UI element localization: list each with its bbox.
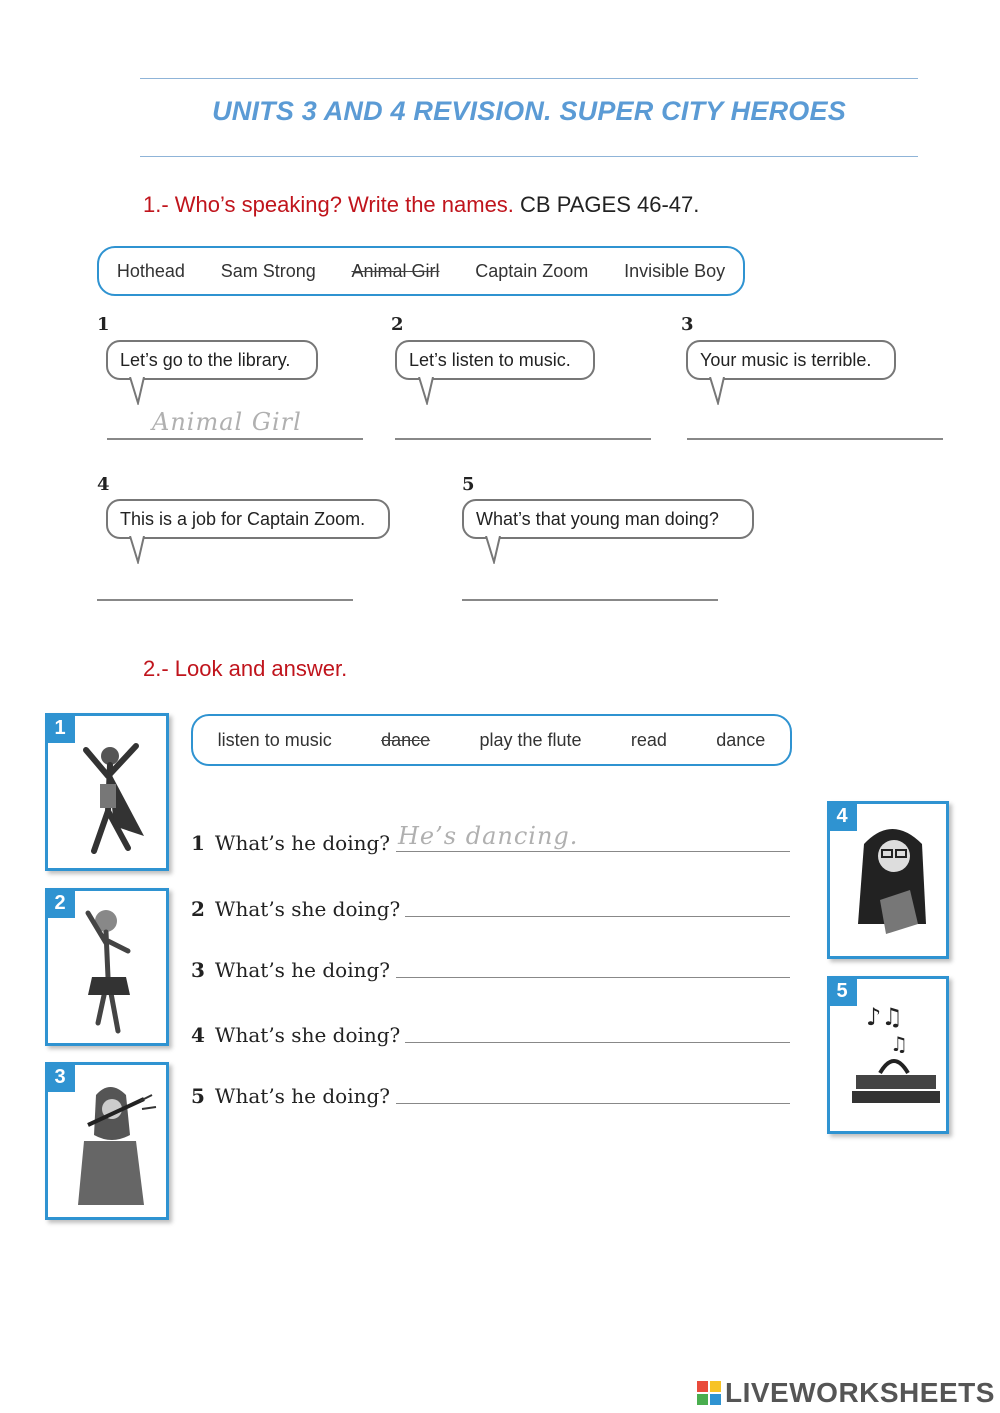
answer-example: Animal Girl (152, 408, 302, 436)
item-number: 5 (462, 474, 475, 495)
answer-line-2[interactable] (395, 438, 651, 440)
liveworksheets-brand: LIVEWORKSHEETS (725, 1377, 995, 1408)
liveworksheets-logo (697, 1377, 995, 1409)
question-row (191, 1084, 390, 1108)
speech-bubble (106, 499, 390, 539)
word-option: Sam Strong (220, 260, 316, 281)
item-number: 1 (97, 314, 110, 335)
svg-text:♫: ♫ (890, 1032, 908, 1056)
question-text: What’s he doing? (214, 958, 391, 982)
speech-bubble-text: Let’s go to the library. (120, 349, 291, 370)
word-option-used: dance (381, 729, 431, 750)
word-option: Hothead (116, 260, 185, 281)
section1-heading (143, 192, 699, 218)
speech-bubble (395, 340, 595, 380)
speech-bubble-text: Let’s listen to music. (409, 349, 571, 370)
section1-word-box (97, 246, 745, 296)
section2-word-box (191, 714, 792, 766)
picture-frame-4 (827, 801, 949, 959)
question-number: 1 (191, 831, 205, 855)
svg-text:♪♫: ♪♫ (866, 1003, 903, 1031)
answer-line-3[interactable] (687, 438, 943, 440)
question-number: 4 (191, 1023, 205, 1047)
picture-tag: 2 (45, 888, 75, 918)
speech-bubble-tail (484, 536, 504, 564)
word-option: listen to music (217, 729, 332, 750)
word-option: read (630, 729, 667, 750)
speech-bubble-text: Your music is terrible. (700, 349, 872, 370)
answer-line-4[interactable] (97, 599, 353, 601)
question-row (191, 897, 400, 921)
question-answer-line-4[interactable] (405, 1042, 790, 1043)
question-number: 2 (191, 897, 205, 921)
picture-tag: 4 (827, 801, 857, 831)
question-text: What’s she doing? (214, 897, 401, 921)
section2-heading: 2.- Look and answer. (143, 656, 348, 681)
item-number: 2 (391, 314, 404, 335)
speech-bubble-text: What’s that young man doing? (476, 508, 719, 529)
picture-tag: 5 (827, 976, 857, 1006)
speech-bubble-tail (128, 536, 148, 564)
speech-bubble-tail (708, 377, 728, 405)
question-row (191, 1023, 400, 1047)
word-option-used: Animal Girl (351, 260, 440, 281)
question-text: What’s he doing? (214, 831, 391, 855)
question-answer-line-2[interactable] (405, 916, 790, 917)
question-row (191, 958, 390, 982)
title-rule-bottom (140, 156, 918, 157)
picture-frame-3 (45, 1062, 169, 1220)
picture-frame-5 (827, 976, 949, 1134)
section1-heading-pages: CB PAGES 46-47. (520, 192, 700, 217)
speech-bubble (686, 340, 896, 380)
question-answer-line-5[interactable] (396, 1103, 790, 1104)
answer-line-1[interactable] (107, 438, 363, 440)
picture-tag: 1 (45, 713, 75, 743)
section1-heading-red: 1.- Who’s speaking? Write the names. (143, 192, 514, 217)
answer-line-5[interactable] (462, 599, 718, 601)
word-option: play the flute (479, 729, 582, 750)
item-number: 3 (681, 314, 694, 335)
word-option: Captain Zoom (475, 260, 589, 281)
answer-example: He’s dancing. (398, 822, 579, 850)
speech-bubble-tail (417, 377, 437, 405)
item-number: 4 (97, 474, 110, 495)
question-answer-line-3[interactable] (396, 977, 790, 978)
question-answer-line-1[interactable] (396, 851, 790, 852)
speech-bubble (106, 340, 318, 380)
speech-bubble-tail (128, 377, 148, 405)
picture-frame-2 (45, 888, 169, 1046)
question-row (191, 831, 390, 855)
speech-bubble (462, 499, 754, 539)
word-option: dance (716, 729, 766, 750)
liveworksheets-logo-icon (697, 1381, 721, 1405)
speech-bubble-text: This is a job for Captain Zoom. (120, 508, 366, 529)
picture-tag: 3 (45, 1062, 75, 1092)
word-option: Invisible Boy (624, 260, 726, 281)
question-number: 3 (191, 958, 205, 982)
picture-frame-1 (45, 713, 169, 871)
page-title: UNITS 3 AND 4 REVISION. SUPER CITY HEROES (212, 96, 846, 126)
question-text: What’s he doing? (214, 1084, 391, 1108)
question-number: 5 (191, 1084, 205, 1108)
question-text: What’s she doing? (214, 1023, 401, 1047)
title-rule-top (140, 78, 918, 79)
